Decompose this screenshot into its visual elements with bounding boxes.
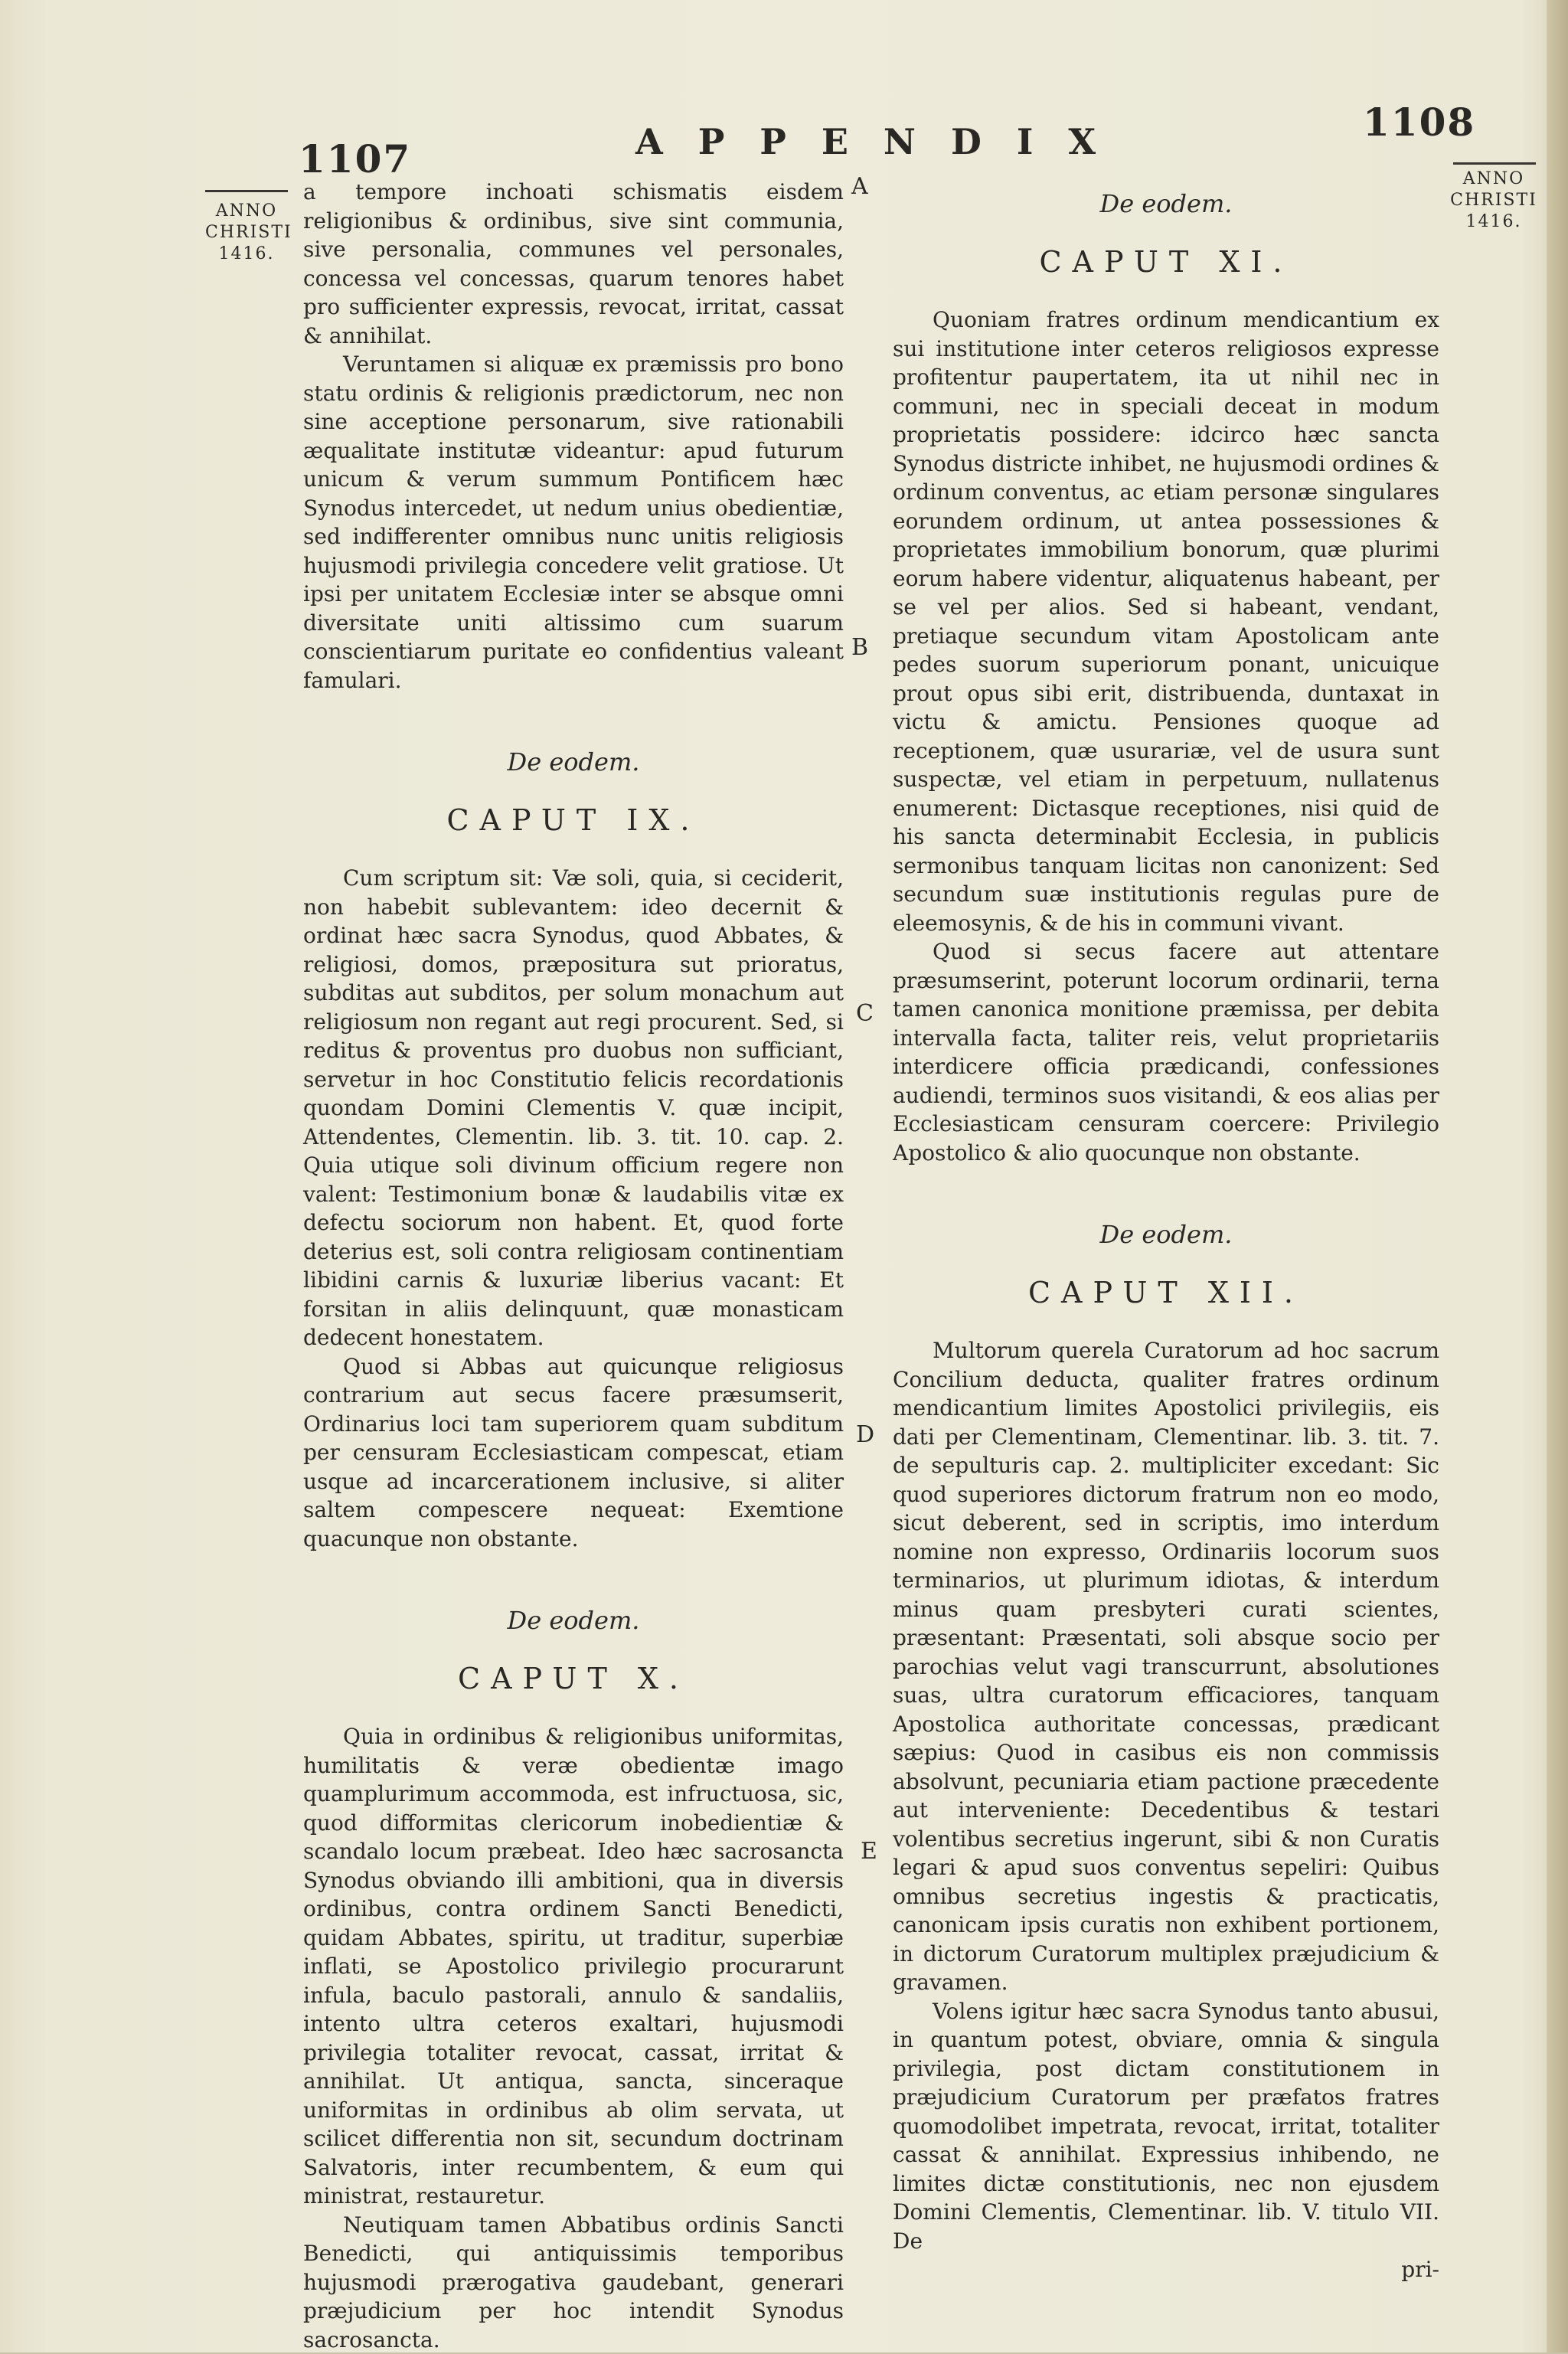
right-page-number: 1108: [1363, 100, 1475, 145]
left-margin-note: [205, 201, 288, 265]
margin-christi: CHRISTI: [205, 222, 288, 244]
section-subtitle: De eodem.: [303, 1607, 844, 1636]
margin-anno: ANNO: [1450, 168, 1537, 190]
paragraph: a tempore inchoati schismatis eisdem religionibus & ordinibus, sive sint communia, sive personalia, communes vel personales, concessa vel concessas, quarum tenores habet pro sufficienter expressis, revocat, irritat, cassat & annihilat.: [303, 178, 844, 350]
section-marker-b: B: [851, 634, 868, 661]
page-header: [0, 90, 1568, 167]
chapter-heading: CAPUT X.: [303, 1665, 844, 1694]
paragraph: Volens igitur hæc sacra Synodus tanto abusui, in quantum potest, obviare, omnia & singula privilegia, post dictam constitutionem in præjudicium Curatorum per præfatos fratres quomodolibet impetrata, revocat, irritat, totaliter cassat & annihilat. Expressius inhibendo, ne limites dictæ constitutionis, nec non ejusdem Domini Clementis, Clementinar. lib. V. titulo VII. De: [893, 1997, 1439, 2256]
right-column: [893, 190, 1439, 2284]
left-page-number: 1107: [299, 136, 411, 181]
paragraph: Neutiquam tamen Abbatibus ordinis Sancti Benedicti, qui antiquissimis temporibus hujusmodi prærogativa gaudebant, generari præjudicium per hoc intendit Synodus sacrosancta.: [303, 2211, 844, 2354]
paragraph: Cum scriptum sit: Væ soli, quia, si ceciderit, non habebit sublevantem: ideo decernit & ordinat hæc sacra Synodus, quod Abbates, & religiosi, domos, præpositura sut prioratus, subditas aut subditos, per solum monachum aut religiosum non regant aut regi procurent. Sed, si reditus & proventus pro duobus non sufficiant, servetur in hoc Constitutio felicis recordationis quondam Domini Clementis V. quæ incipit, Attendentes, Clementin. lib. 3. tit. 10. cap. 2. Quia utique soli divinum officium regere non valent: Testimonium bonæ & laudabilis vitæ ex defectu sociorum non habent. Et, quod forte deterius est, soli contra religiosam continentiam libidini carnis & luxuriæ liberius vacant: Et forsitan in aliis delinquunt, quæ monasticam dedecent honestatem.: [303, 864, 844, 1352]
chapter-heading: CAPUT IX.: [303, 806, 844, 835]
section-subtitle: De eodem.: [303, 748, 844, 777]
paragraph: Veruntamen si aliquæ ex præmissis pro bono statu ordinis & religionis prædictorum, nec non sine acceptione personarum, sive rationabili æqualitate institutæ videantur: apud futurum unicum & verum summum Pontificem hæc Synodus intercedet, ut nedum unius obedientiæ, sed indifferenter omnibus nunc unitis religiosis hujusmodi privilegia concedere velit gratiose. Ut ipsi per unitatem Ecclesiæ inter se absque omni diversitate uniti altissimo cum suarum conscientiarum puritate eo confidentius valeant famulari.: [303, 350, 844, 695]
section-marker-a: A: [851, 173, 868, 200]
paragraph: Quod si secus facere aut attentare præsumserint, poterunt locorum ordinarii, terna tamen canonica monitione præmissa, per debita intervalla facta, taliter reis, velut proprietariis interdicere officia prædicandi, confessiones audiendi, terminos suos visitandi, & eos alias per Ecclesiasticam censuram coercere: Privilegio Apostolico & alio quocunque non obstante.: [893, 937, 1439, 1167]
paragraph: Quia in ordinibus & religionibus uniformitas, humilitatis & veræ obedientæ imago quamplurimum accommoda, est infructuosa, sic, quod difformitas clericorum inobedientiæ & scandalo locum præbeat. Ideo hæc sacrosancta Synodus obviando illi ambitioni, qua in diversis ordinibus, contra ordinem Sancti Benedicti, quidam Abbates, spiritu, ut traditur, superbiæ inflati, se Apostolico privilegio procurarunt infula, baculo pastorali, annulo & sandaliis, intento ultra ceteros exaltari, hujusmodi privilegia totaliter revocat, cassat, irritat & annihilat. Ut antiqua, sancta, sinceraque uniformitas in ordinibus ab olim servata, ut scilicet differentia non sit, secundum doctrinam Salvatoris, inter recumbentem, & eum qui ministrat, restauretur.: [303, 1722, 844, 2211]
right-margin-rule: [1453, 162, 1536, 165]
margin-year: 1416.: [1450, 211, 1537, 233]
margin-year: 1416.: [205, 244, 288, 265]
chapter-heading: CAPUT XII.: [893, 1279, 1439, 1308]
paragraph: Multorum querela Curatorum ad hoc sacrum Concilium deducta, qualiter fratres ordinum mendicantium limites Apostolici privilegiis, eis dati per Clementinam, Clementinar. lib. 3. tit. 7. de sepulturis cap. 2. multipliciter excedant: Sic quod superiores dictorum fratrum non eo modo, sicut deberent, sed in scriptis, imo interdum nomine non expresso, Ordinariis locorum suos terminarios, ut plurimum idiotas, & interdum minus quam presbyteri curati scientes, præsentant: Præsentati, soli absque socio per parochias velut vagi transcurrunt, absolutiones suas, ultra curatorum efficaciores, tanquam Apostolica authoritate concessas, prædicant sæpius: Quod in casibus eis non commissis absolvunt, pecuniaria etiam pactione præcedente aut interveniente: Decedentibus & testari volentibus secretius ingerunt, sibi & non Curatis legari & apud suos conventus sepeliri: Quibus omnibus secretius ingestis & practicatis, canonicam ipsis curatis non exhibent portionem, in dictorum Curatorum multiplex præjudicium & gravamen.: [893, 1336, 1439, 1997]
page-edge: [1547, 0, 1568, 2352]
paragraph: Quod si Abbas aut quicunque religiosus contrarium aut secus facere præsumserit, Ordinarius loci tam superiorem quam subditum per censuram Ecclesiasticam compescat, etiam usque ad incarcerationem inclusive, si aliter saltem compescere nequeat: Exemtione quacunque non obstante.: [303, 1352, 844, 1554]
section-subtitle: De eodem.: [893, 1221, 1439, 1250]
running-title: APPENDIX: [635, 121, 1131, 162]
paragraph: Quoniam fratres ordinum mendicantium ex sui institutione inter ceteros religiosos expresse profitentur paupertatem, ita ut nihil nec in communi, nec in speciali deceat in modum proprietatis possidere: idcirco hæc sancta Synodus districte inhibet, ne hujusmodi ordines & ordinum conventus, ac etiam personæ singulares eorundem ordinum, ut antea possessiones & proprietates immobilium bonorum, quæ plurimi eorum habere videntur, aliquatenus habeant, per se vel per alios. Sed si habeant, vendant, pretiaque secundum vitam Apostolicam ante pedes suorum superiorum ponant, unicuique prout opus sibi erit, distribuenda, duntaxat in victu & amictu. Pensiones quoque ad receptionem, quæ usurariæ, vel de usura sunt suspectæ, vel etiam in perpetuum, nullatenus enumerent: Dictasque receptiones, nisi quid de his sancta determinabit Ecclesia, in publicis sermonibus tanquam licitas non canonizent: Sed secundum suæ institutionis regulas pure de eleemosynis, & de his in communi vivant.: [893, 306, 1439, 937]
right-margin-note: [1450, 168, 1537, 233]
margin-christi: CHRISTI: [1450, 190, 1537, 211]
left-margin-rule: [205, 190, 288, 192]
chapter-heading: CAPUT XI.: [893, 248, 1439, 277]
section-marker-d: D: [856, 1421, 874, 1448]
catchword: pri-: [893, 2255, 1439, 2284]
section-subtitle: De eodem.: [893, 190, 1439, 219]
margin-anno: ANNO: [205, 201, 288, 222]
left-column: [303, 178, 844, 2354]
section-marker-c: C: [856, 1000, 874, 1027]
section-marker-e: E: [861, 1838, 877, 1865]
